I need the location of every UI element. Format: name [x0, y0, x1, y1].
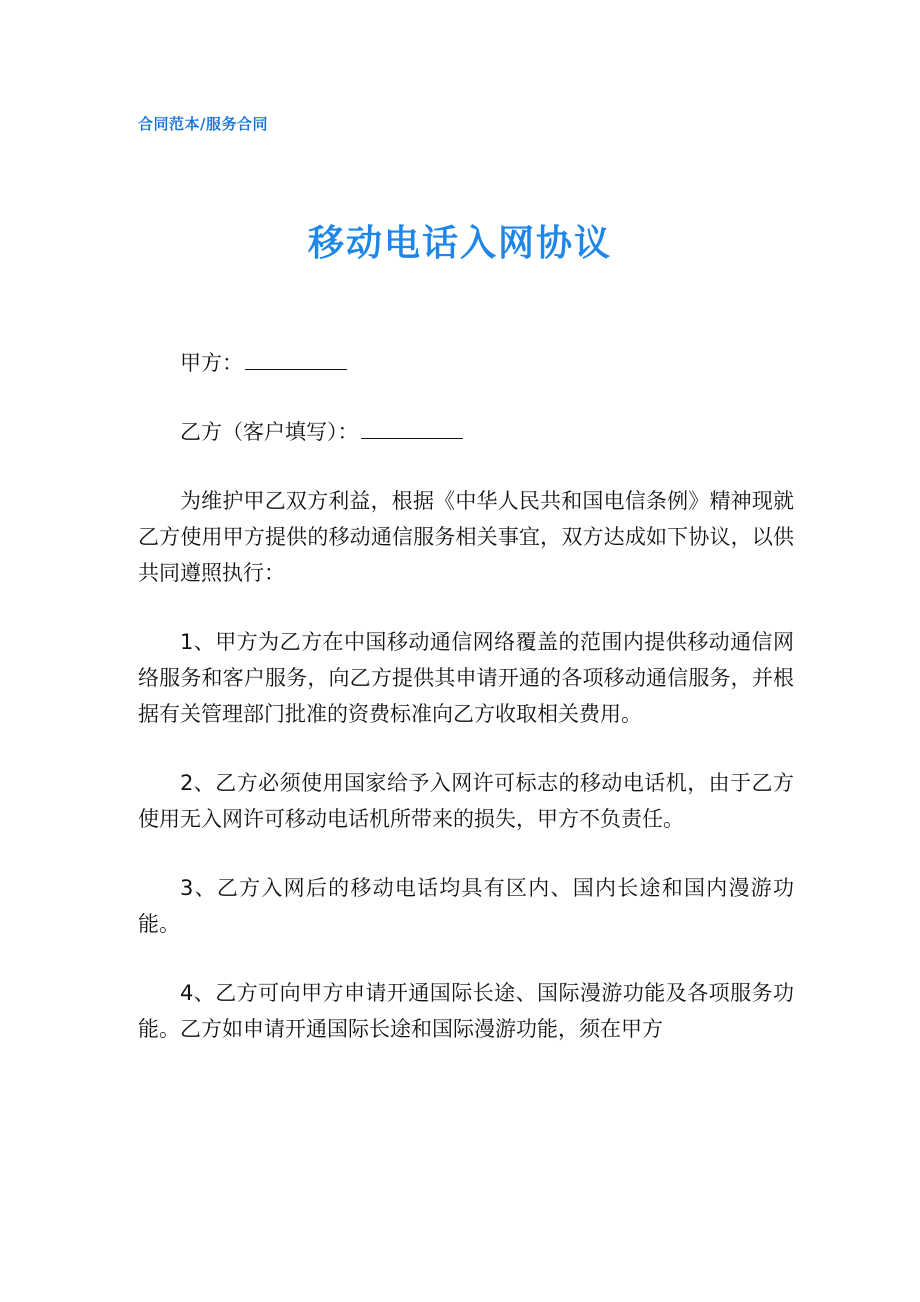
clause-1: 1、甲方为乙方在中国移动通信网络覆盖的范围内提供移动通信网络服务和客户服务，向乙方提供其申请开通的各项移动通信服务，并根据有关管理部门批准的资费标准向乙方收取相关费用。	[138, 630, 794, 726]
document-title: 移动电话入网协议	[307, 223, 612, 264]
party-b-label: 乙方（客户填写）：	[180, 420, 359, 444]
party-a-line	[138, 345, 794, 381]
party-b-blank	[361, 418, 463, 439]
party-b-line	[138, 414, 794, 450]
intro-paragraph: 为维护甲乙双方利益，根据《中华人民共和国电信条例》精神现就乙方使用甲方提供的移动通信服务相关事宜，双方达成如下协议，以供共同遵照执行：	[138, 489, 794, 585]
document-body	[138, 345, 794, 1080]
clause-3: 3、乙方入网后的移动电话均具有区内、国内长途和国内漫游功能。	[138, 876, 794, 936]
breadcrumb[interactable]: 合同范本/服务合同	[138, 115, 268, 133]
clause-4: 4、乙方可向甲方申请开通国际长途、国际漫游功能及各项服务功能。乙方如申请开通国际长途和国际漫游功能，须在甲方	[138, 981, 794, 1041]
party-a-blank	[245, 349, 347, 370]
party-a-label: 甲方：	[180, 351, 243, 375]
clause-2: 2、乙方必须使用国家给予入网许可标志的移动电话机，由于乙方使用无入网许可移动电话机所带来的损失，甲方不负责任。	[138, 771, 794, 831]
